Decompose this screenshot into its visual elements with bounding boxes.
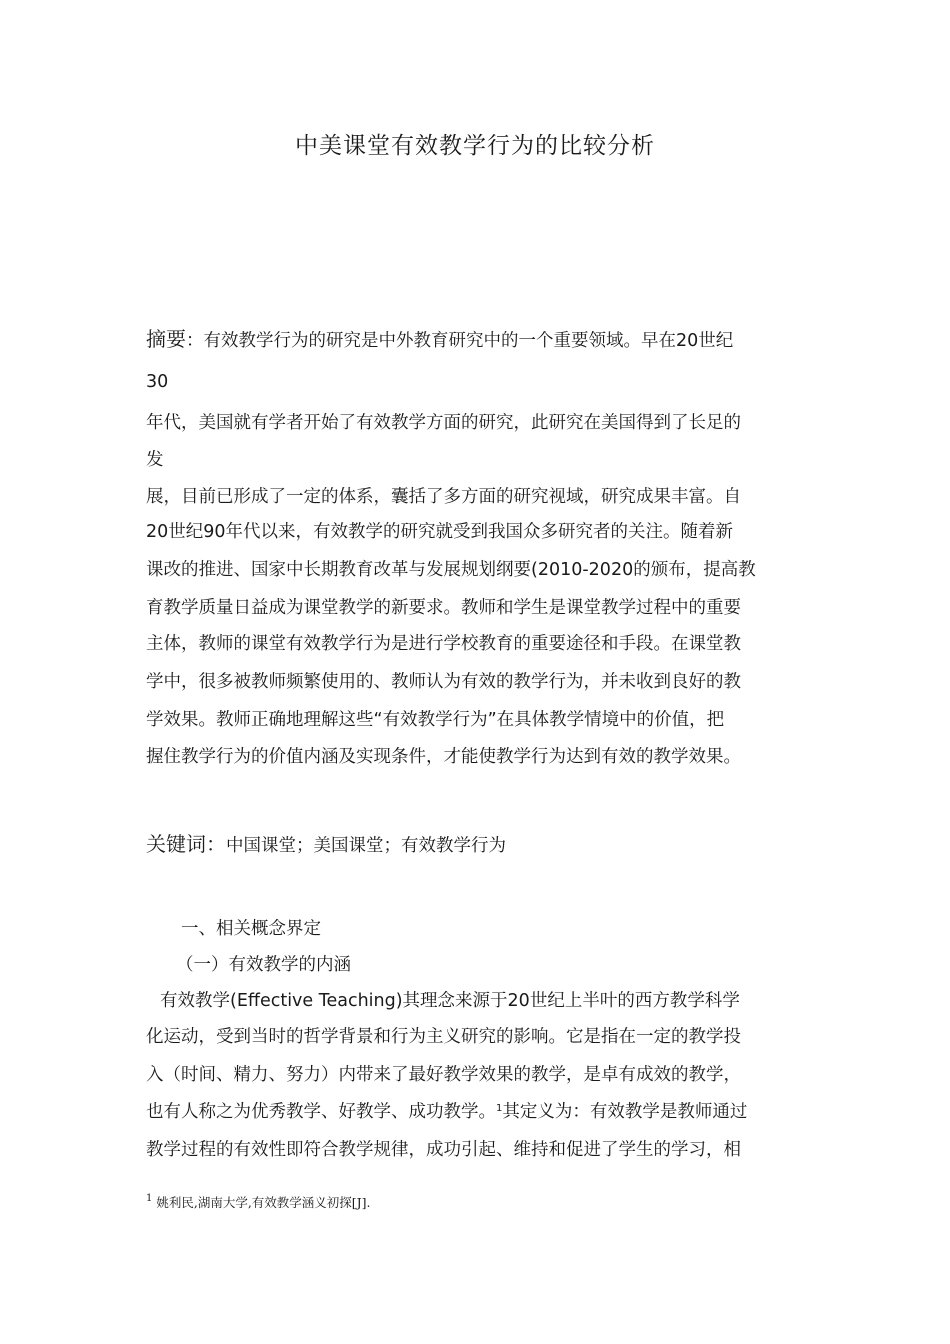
abstract-text-1: 有效教学行为的研究是中外教育研究中的一个重要领域。早在20世纪: [203, 331, 734, 351]
abstract-line-8: 育教学质量日益成为课堂教学的新要求。教师和学生是课堂教学过程中的重要: [146, 598, 741, 618]
keywords-line: [146, 828, 506, 857]
abstract-colon: ：: [186, 331, 204, 351]
abstract-line-2: 30: [146, 372, 169, 392]
abstract-line-3: 年代，美国就有学者开始了有效教学方面的研究，此研究在美国得到了长足的: [146, 413, 741, 433]
body-line-2: 化运动，受到当时的哲学背景和行为主义研究的影响。它是指在一定的教学投: [146, 1027, 741, 1047]
body-line-4-start: 也有人称之为优秀教学、好教学、成功教学。: [146, 1102, 496, 1122]
body-line-3: 入（时间、精力、努力）内带来了最好教学效果的教学，是卓有成效的教学，: [146, 1065, 741, 1085]
abstract-line-5: 展，目前已形成了一定的体系，囊括了多方面的研究视域，研究成果丰富。自: [146, 487, 741, 507]
abstract-line-4: 发: [146, 450, 164, 470]
body-line-5: 教学过程的有效性即符合教学规律，成功引起、维持和促进了学生的学习，相: [146, 1140, 741, 1160]
footnote-mark: 1: [146, 1193, 153, 1204]
document-title: 中美课堂有效教学行为的比较分析: [295, 133, 655, 159]
abstract-line-1: [146, 323, 733, 352]
abstract-line-6: 20世纪90年代以来，有效教学的研究就受到我国众多研究者的关注。随着新: [146, 522, 734, 542]
footnote-reference[interactable]: 1: [496, 1103, 503, 1114]
abstract-line-11: 学效果。教师正确地理解这些“有效教学行为”在具体教学情境中的价值，把: [146, 710, 725, 730]
section-heading-1: 一、相关概念界定: [181, 919, 321, 939]
abstract-line-7: 课改的推进、国家中长期教育改革与发展规划纲要(2010-2020的颁布，提高教: [146, 560, 756, 580]
abstract-line-12: 握住教学行为的价值内涵及实现条件，才能使教学行为达到有效的教学效果。: [146, 747, 741, 767]
subsection-heading-1: （一）有效教学的内涵: [176, 955, 351, 975]
keywords-label: 关键词：: [146, 832, 226, 856]
abstract-label: 摘要: [146, 327, 186, 351]
body-line-4-end: 其定义为：有效教学是教师通过: [502, 1102, 748, 1122]
abstract-line-9: 主体，教师的课堂有效教学行为是进行学校教育的重要途径和手段。在课堂教: [146, 634, 741, 654]
body-line-1: 有效教学(Effective Teaching)其理念来源于20世纪上半叶的西方教学科学: [160, 991, 740, 1011]
keywords-text: 中国课堂；美国课堂；有效教学行为: [226, 836, 506, 856]
footnote-text: 姚利民,湖南大学,有效教学涵义初探[J].: [152, 1195, 371, 1210]
abstract-line-10: 学中，很多被教师频繁使用的、教师认为有效的教学行为，并未收到良好的教: [146, 672, 741, 692]
footnote: [146, 1193, 371, 1211]
body-line-4: [146, 1098, 747, 1123]
